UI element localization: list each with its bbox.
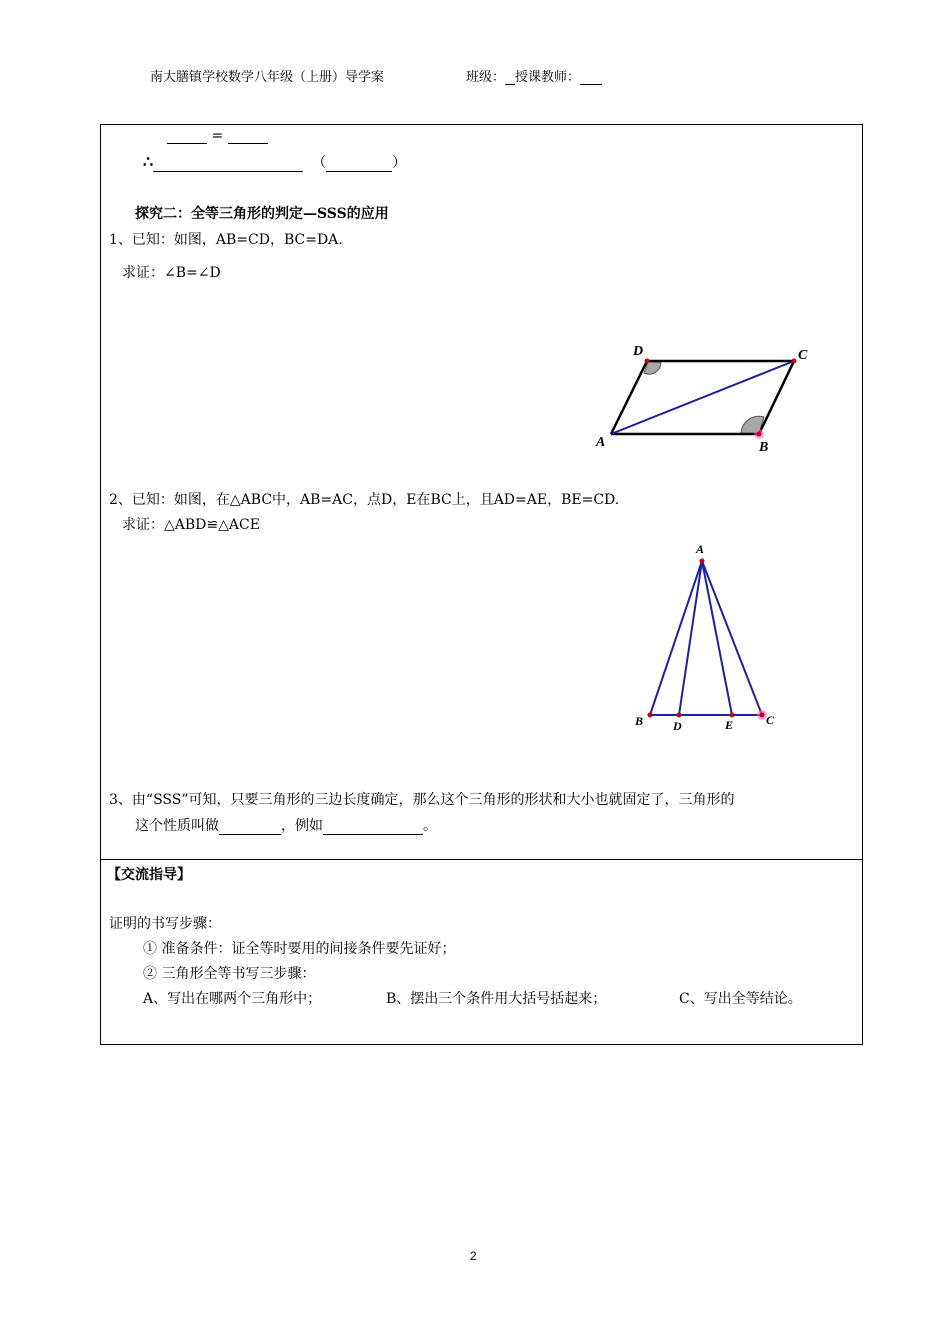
q3-line1: 3、由“SSS”可知，只要三角形的三边长度确定，那么这个三角形的形状和大小也就固定了，三角形的 xyxy=(109,792,735,808)
equation-line xyxy=(167,128,268,144)
guidance-step-c: C、写出全等结论。 xyxy=(679,991,802,1007)
class-label: 班级： xyxy=(466,70,506,85)
guidance-step1: ① 准备条件：证全等时要用的间接条件要先证好； xyxy=(143,941,456,957)
point-d xyxy=(677,713,682,718)
point-a xyxy=(700,559,705,564)
side-ab xyxy=(650,561,702,715)
guidance-step-a: A、写出在哪两个三角形中； xyxy=(143,991,322,1007)
guidance-step2: ② 三角形全等书写三步骤： xyxy=(143,966,316,982)
label-b: B xyxy=(635,714,644,728)
therefore-symbol: ∴ xyxy=(143,152,154,171)
parallelogram-figure xyxy=(590,340,820,460)
label-c: C xyxy=(798,348,808,363)
q3-line2 xyxy=(135,815,437,835)
therefore-line xyxy=(143,152,406,172)
example-blank[interactable] xyxy=(323,820,423,835)
q1-prove: 求证：∠B=∠D xyxy=(122,265,221,281)
explore2-heading: 探究二：全等三角形的判定—SSS的应用 xyxy=(135,206,389,222)
q3-text-a: 这个性质叫做 xyxy=(135,818,219,834)
side-da xyxy=(611,361,647,434)
paren-close: ） xyxy=(392,155,407,171)
label-d: D xyxy=(673,719,682,733)
class-blank[interactable] xyxy=(505,70,515,85)
label-a: A xyxy=(596,435,606,450)
page-header xyxy=(150,66,602,85)
q1-given: 1、已知：如图，AB=CD，BC=DA. xyxy=(109,232,343,248)
teacher-label: 授课教师： xyxy=(515,70,581,85)
q3-text-b: ，例如 xyxy=(281,818,323,834)
equation-blank-left[interactable] xyxy=(167,129,207,144)
point-e xyxy=(730,713,735,718)
point-b xyxy=(648,713,653,718)
paren-open: （ xyxy=(312,155,327,171)
guidance-step-b: B、摆出三个条件用大括号括起来； xyxy=(386,991,607,1007)
q3-text-c: 。 xyxy=(423,818,437,834)
point-d xyxy=(645,359,650,364)
teacher-blank[interactable] xyxy=(580,70,602,85)
diagonal-ac xyxy=(611,361,794,434)
reason-blank[interactable] xyxy=(326,157,392,172)
conclusion-blank[interactable] xyxy=(153,157,303,172)
property-blank[interactable] xyxy=(219,820,281,835)
q2-prove: 求证：△ABD≌△ACE xyxy=(122,517,260,533)
label-c: C xyxy=(766,713,775,727)
side-ac xyxy=(702,561,762,715)
page-number: 2 xyxy=(470,1249,477,1263)
header-title: 南大膳镇学校数学八年级（上册）导学案 xyxy=(150,70,385,85)
label-e: E xyxy=(725,718,734,732)
label-a: A xyxy=(696,542,705,556)
point-b xyxy=(757,432,762,437)
point-c xyxy=(792,359,797,364)
point-c xyxy=(760,713,765,718)
label-d: D xyxy=(633,344,644,359)
triangle-figure xyxy=(630,540,780,735)
segment-ad xyxy=(679,561,702,715)
guidance-heading: 【交流指导】 xyxy=(107,867,191,883)
guidance-intro: 证明的书写步骤： xyxy=(109,916,221,932)
equation-blank-right[interactable] xyxy=(228,129,268,144)
q2-given: 2、已知：如图，在△ABC中，AB=AC，点D，E在BC上，且AD=AE，BE=CD. xyxy=(109,492,620,508)
equals-sign: = xyxy=(211,128,224,144)
segment-ae xyxy=(702,561,732,715)
label-b: B xyxy=(759,440,769,455)
